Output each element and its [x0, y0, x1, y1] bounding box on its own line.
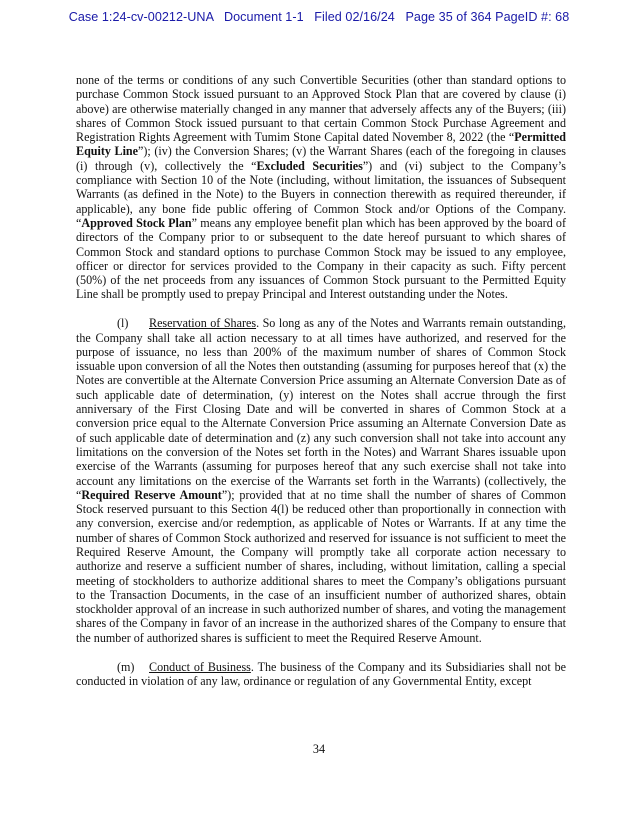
section-m-conduct-of-business	[76, 660, 566, 689]
text-run: . So long as any of the Notes and Warrants remain outstanding, the Company shall take all action necessary to at all times have authorized, and reserved for the purpose of issuance, no less than 200% of the maximum number of shares of Common Stock issuable upon conversion of all the Notes then outstanding (assuming for purposes hereof that (x) the Notes are convertible at the Alternate Conversion Price assuming an Alternate Conversion Date as of such applicable date of determination, (y) interest on the Notes shall accrue through the first anniversary of the First Closing Date and will be converted in shares of Common Stock at a conversion price equal to the Alternate Conversion Price assuming an Alternate Conversion Date as of such applicable date of determination and (z) any such conversion shall not take into account any limitations on the conversion of the Notes set forth in the Notes) and Warrant Shares issuable upon exercise of the Warrants (assuming for purposes hereof that any such exercise shall not take into account any limitations on the exercise of the Warrants set forth in the Warrants) (collectively, the “	[76, 316, 566, 502]
page-number: 34	[312, 742, 326, 756]
paragraph-spacer	[76, 302, 566, 317]
section-l-reservation-of-shares	[76, 316, 566, 645]
document-body	[76, 73, 566, 688]
text-run: . The business of the Company and its Subsidiaries shall not be conducted in violation of any law, ordinance or regulation of any Governmental Entity, except	[76, 659, 566, 688]
text-run: ” means any employee benefit plan which has been approved by the board of directors of the Company prior to or subsequent to the date hereof pursuant to which shares of Common Stock and standard options to purchase Common Stock may be issued to any employee, officer or director for services provided to the Company in their capacity as such. Fifty percent (50%) of the net proceeds from any issuances of Common Stock pursuant to the Permitted Equity Line shall be promptly used to prepay Principal and Interest outstanding under the Notes.	[76, 215, 566, 302]
defined-term-required-reserve-amount: Required Reserve Amount	[81, 487, 222, 502]
text-run: none of the terms or conditions of any such Convertible Securities (other than standard options to purchase Common Stock issued pursuant to an Approved Stock Plan that are covered by clause (i) above) are otherwise materially changed in any manner that adversely affects any of the Buyers; (iii) shares of Common Stock issued pursuant to that certain Common Stock Purchase Agreement and Registration Rights Agreement with Tumim Stone Capital dated November 8, 2022 (the “	[76, 73, 566, 145]
text-run: ”) and (vi) subject to the Company’s compliance with Section 10 of the Note (including, without limitation, the issuances of Subsequent Warrants (as defined in the Note) to the Buyers in connection therewith as required thereunder, if applicable), any bone fide public offering of Common Stock and/or Options of the Company. “	[76, 158, 566, 230]
section-number: (l)	[117, 316, 129, 331]
section-number: (m)	[117, 659, 135, 674]
section-heading: Conduct of Business	[149, 659, 251, 674]
defined-term-approved-stock-plan: Approved Stock Plan	[81, 215, 192, 230]
defined-term-excluded-securities: Excluded Securities	[256, 158, 363, 173]
text-run: ”); provided that at no time shall the number of shares of Common Stock reserved pursuant to this Section 4(l) be reduced other than proportionally in connection with any conversion, exercise and/or redemption, as applicable of Notes or Warrants. If at any time the number of shares of Common Stock authorized and reserved for issuance is not sufficient to meet the Required Reserve Amount, the Company will promptly take all corporate action necessary to authorize and reserve a sufficient number of shares, including, without limitation, calling a special meeting of stockholders to authorize additional shares to meet the Company’s obligations pursuant to the Transaction Documents, in the case of an insufficient number of authorized shares, obtain stockholder approval of an increase in such authorized number of shares, and voting the management shares of the Company in favor of an increase in the authorized shares of the Company to ensure that the number of authorized shares is sufficient to meet the Required Reserve Amount.	[76, 487, 566, 645]
section-heading: Reservation of Shares	[149, 316, 257, 331]
paragraph-spacer	[76, 645, 566, 660]
paragraph-continuation	[76, 73, 566, 302]
court-filing-header: Case 1:24-cv-00212-UNA Document 1-1 Filed 02/16/24 Page 35 of 364 PageID #: 68	[68, 10, 570, 24]
text-run: ”); (iv) the Conversion Shares; (v) the Warrant Shares (each of the foregoing in clauses (i) through (v), collectively the “	[76, 144, 566, 173]
defined-term-permitted-equity-line: Permitted Equity Line	[76, 130, 566, 159]
